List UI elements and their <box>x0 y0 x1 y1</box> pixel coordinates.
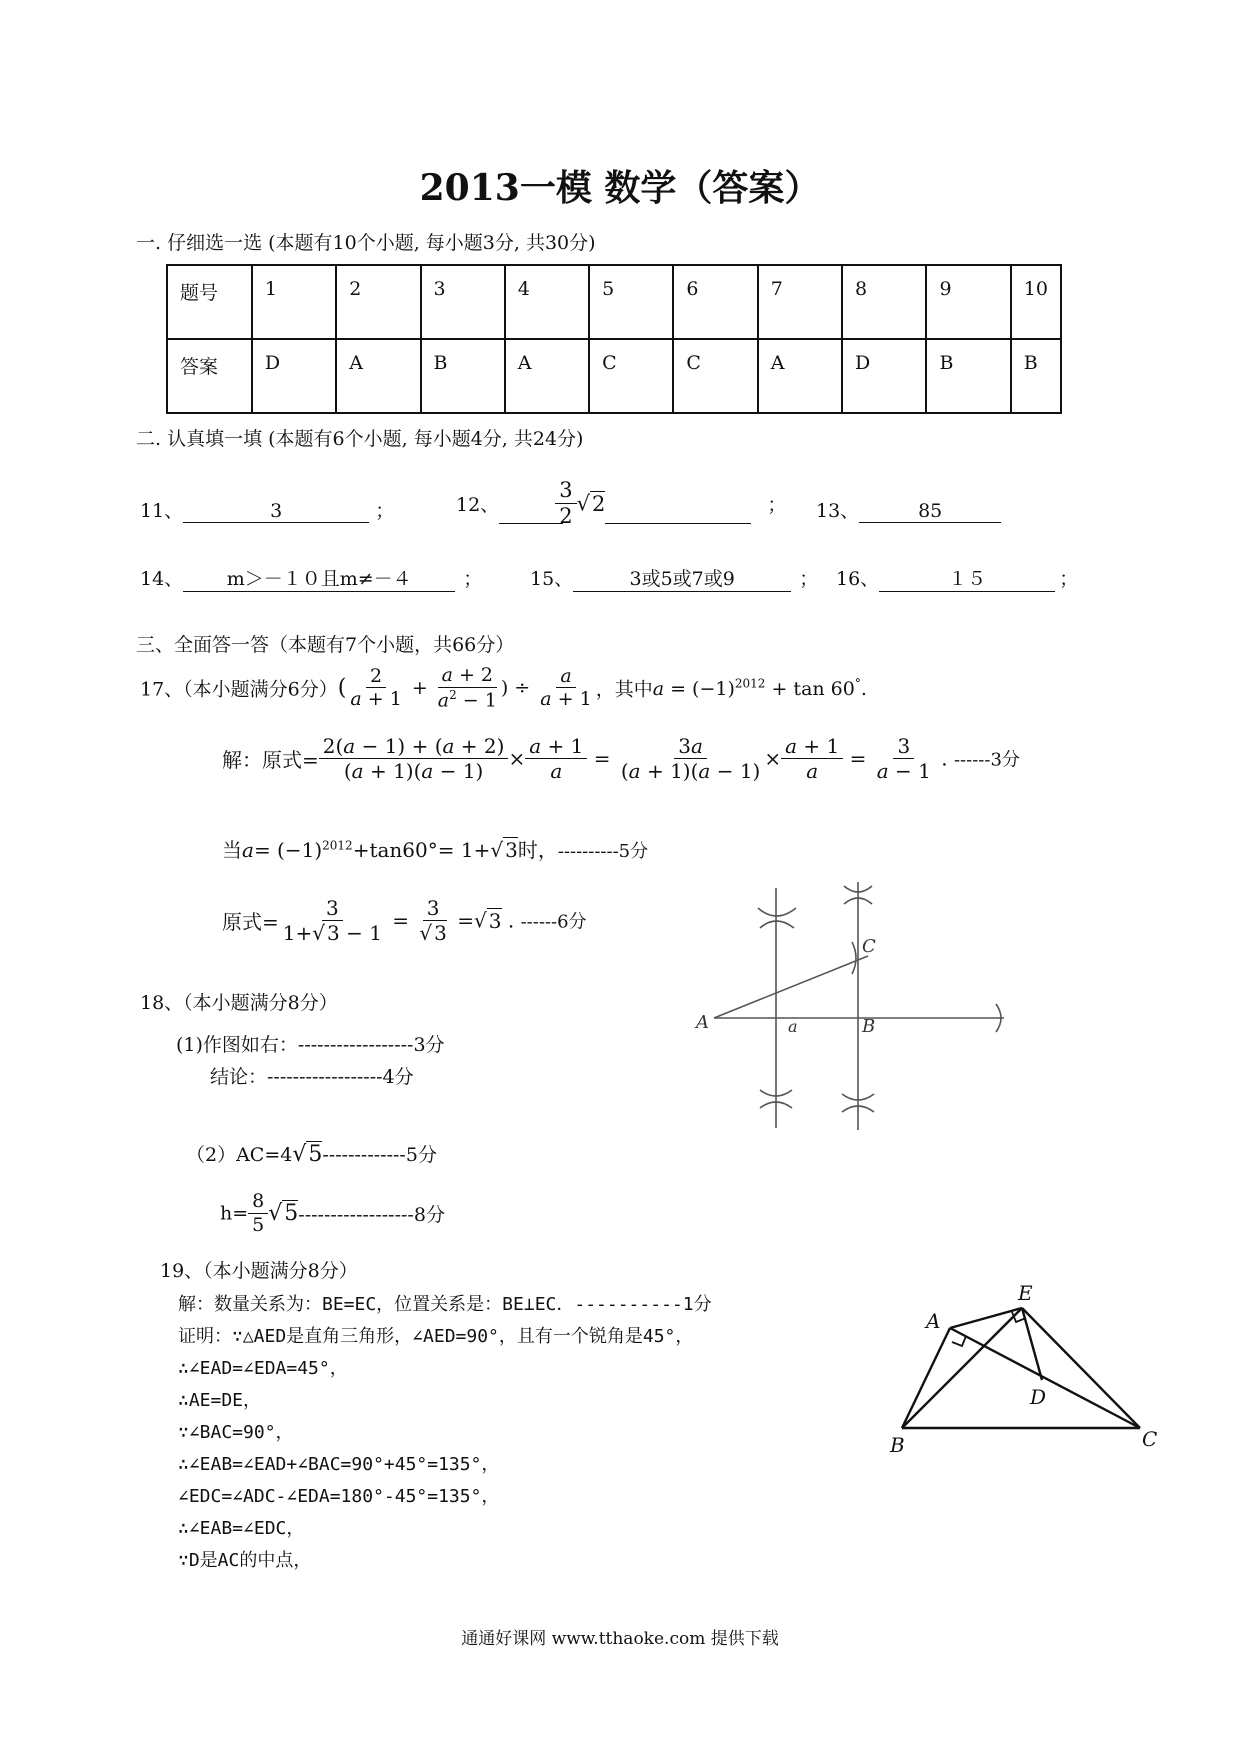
table-header-cell: 题号 <box>167 265 252 339</box>
q19-line: 解：数量关系为：BE=EC，位置关系是：BE⊥EC．----------1分 <box>178 1294 712 1315</box>
q18-label: 18、（本小题满分8分） <box>140 992 338 1014</box>
q19-label: 19、（本小题满分8分） <box>160 1260 358 1282</box>
table-cell: 10 <box>1011 265 1061 339</box>
footer: 通通好课网 www.tthaoke.com 提供下载 <box>461 1629 779 1649</box>
label-a-lower: a <box>788 1017 798 1036</box>
q18-line3-score: -------------5分 <box>322 1144 437 1166</box>
label-a: A <box>926 1309 941 1333</box>
q15 <box>530 564 818 592</box>
table-cell: B <box>421 339 505 413</box>
q18-line3: （2）AC=4√5-------------5分 <box>186 1142 437 1167</box>
q17-step1-score: ------3分 <box>953 749 1020 771</box>
table-row <box>167 339 1061 413</box>
q15-answer: 3或5或7或9 <box>573 564 791 592</box>
q19-line: ∵D是AC的中点， <box>178 1550 312 1571</box>
q18-line3-prefix: （2）AC=4 <box>186 1144 293 1166</box>
section1-heading: 一. 仔细选一选 (本题有10个小题, 每小题3分, 共30分) <box>136 232 596 254</box>
table-cell: 1 <box>252 265 336 339</box>
side-be <box>902 1308 1022 1428</box>
q18-line4-radicand: 5 <box>284 1200 299 1226</box>
table-cell: B <box>1011 339 1061 413</box>
q11 <box>140 496 394 523</box>
answer-table <box>166 264 1062 414</box>
semicolon: ； <box>767 494 787 517</box>
label-b-point: B <box>862 1016 876 1037</box>
construction-figure <box>680 880 1020 1136</box>
table-cell: 6 <box>673 265 757 339</box>
table-cell: C <box>589 339 673 413</box>
right-angle-mark <box>952 1336 966 1346</box>
q16 <box>836 564 1078 592</box>
q17-step2-score: ----------5分 <box>557 841 649 862</box>
q13 <box>816 496 1001 523</box>
q17-step3: 原式= $\frac{3}{1+√ 3 - 1}$ = $\frac{3}{√ 3}$ =√ 3 . ------6分 <box>222 896 587 945</box>
q14-label: 14、 <box>140 568 184 590</box>
table-cell: A <box>336 339 420 413</box>
table-cell: 5 <box>589 265 673 339</box>
side-ba <box>902 1328 950 1428</box>
table-cell: D <box>842 339 926 413</box>
q12-label: 12、 <box>456 494 500 517</box>
page-title: 2013一模 数学（答案） <box>419 167 821 209</box>
table-cell: 2 <box>336 265 420 339</box>
semicolon: ； <box>1059 568 1079 590</box>
table-header-cell: 答案 <box>167 339 252 413</box>
q12-fraction <box>555 478 576 529</box>
q18-line4-score: ------------------8分 <box>298 1203 445 1226</box>
label-d: D <box>1030 1385 1047 1409</box>
arc-mark <box>852 942 856 974</box>
table-cell: 7 <box>758 265 842 339</box>
q17-condition: ，其中 <box>595 678 653 701</box>
q17-step2-suffix: 时， <box>517 838 558 862</box>
q11-label: 11、 <box>140 500 184 522</box>
q18-line4: h= $\frac{8}{5}$ √5------------------8分 <box>220 1190 445 1236</box>
section3-heading: 三、全面答一答（本题有7个小题，共66分） <box>136 634 515 656</box>
arc-mark <box>760 921 794 928</box>
q19-line: ∠EDC=∠ADC-∠EDA=180°-45°=135°， <box>178 1486 500 1507</box>
q18-line1: (1)作图如右：------------------3分 <box>176 1034 445 1056</box>
q18-line4-prefix: h= <box>220 1202 249 1225</box>
q19-line: 证明：∵△AED是直角三角形，∠AED=90°，且有一个锐角是45°， <box>178 1326 694 1347</box>
arc-mark <box>758 908 796 916</box>
table-cell: 3 <box>421 265 505 339</box>
q11-answer: 3 <box>183 500 369 523</box>
table-cell: D <box>252 339 336 413</box>
table-row <box>167 265 1061 339</box>
table-cell: 4 <box>505 265 589 339</box>
q17-label: 17、（本小题满分6分） <box>140 678 338 701</box>
q19-line: ∴∠EAB=∠EDC， <box>178 1518 305 1539</box>
q17-step2: 当$a= (-1)^{2012}+\tan 60^\circ= 1+√$ 3时，----------5分 <box>222 838 649 862</box>
label-c-point: C <box>862 936 876 957</box>
q16-label: 16、 <box>836 568 880 590</box>
q17-statement: 17、（本小题满分6分）( $\frac{2}{a + 1}$ + $\frac{a + 2}{a^2 - 1}$ ) ÷ $\frac{a}{a + 1}$ ，其中$a = (-1)^{2012} + \tan 60^\circ$. <box>140 664 867 712</box>
table-cell: B <box>926 339 1010 413</box>
q12-radicand: 2 <box>591 491 606 516</box>
q12-blank-right <box>605 483 751 524</box>
q18-line2: 结论：------------------4分 <box>210 1066 414 1088</box>
q15-label: 15、 <box>530 568 574 590</box>
table-cell: A <box>505 339 589 413</box>
q18-line4-denominator: 5 <box>252 1213 265 1236</box>
table-cell: A <box>758 339 842 413</box>
q17-step2-text: +tan60°= 1+ <box>352 838 491 862</box>
q19-line: ∴∠EAD=∠EDA=45°， <box>178 1358 348 1379</box>
q19-line: ∴∠EAB=∠EAD+∠BAC=90°+45°=135°， <box>178 1454 500 1475</box>
q14-answer: m＞－１０且m≠－４ <box>183 564 455 592</box>
q17-step1: 解：原式= $\frac{2(a - 1) + (a + 2)}{(a + 1)(a - 1)}$ × $\frac{a + 1}{a}$ = $\frac{3a}{(a + 1)(a - 1)}$ × $\frac{a + 1}{a}$ = $\frac{3}{a - 1}$ . ------3分 <box>222 734 1020 783</box>
section2-heading: 二. 认真填一填 (本题有6个小题, 每小题4分, 共24分) <box>136 428 584 450</box>
semicolon: ； <box>375 500 395 522</box>
q12-blank-left <box>499 483 563 524</box>
table-cell: 9 <box>926 265 1010 339</box>
side-ac <box>950 1328 1140 1428</box>
q19-line: ∵∠BAC=90°， <box>178 1422 294 1443</box>
table-cell: C <box>673 339 757 413</box>
segment-ac <box>714 956 868 1018</box>
label-b: B <box>890 1433 905 1457</box>
q17-step1-prefix: 解：原式= <box>222 748 319 772</box>
q12-denominator: 2 <box>559 504 573 529</box>
label-e: E <box>1018 1281 1033 1305</box>
label-c: C <box>1142 1427 1158 1451</box>
triangle-figure <box>870 1280 1160 1460</box>
q13-answer: 85 <box>859 500 1001 523</box>
q17-step3-score: ------6分 <box>520 911 587 933</box>
q18-line4-numerator: 8 <box>248 1190 268 1214</box>
q17-step2-prefix: 当 <box>222 838 242 862</box>
q13-label: 13、 <box>816 500 860 522</box>
q12-numerator: 3 <box>555 478 576 504</box>
q12 <box>456 478 786 529</box>
q14 <box>140 564 482 592</box>
label-a-point: A <box>696 1012 709 1033</box>
table-cell: 8 <box>842 265 926 339</box>
semicolon: ； <box>799 568 819 590</box>
sqrt-symbol: √2 <box>576 491 606 516</box>
q18-line3-radicand: 5 <box>308 1142 323 1167</box>
q17-step3-prefix: 原式= <box>222 910 279 934</box>
q16-answer: １５ <box>879 564 1055 592</box>
q19-line: ∴AE=DE， <box>178 1390 262 1411</box>
semicolon: ； <box>463 568 483 590</box>
